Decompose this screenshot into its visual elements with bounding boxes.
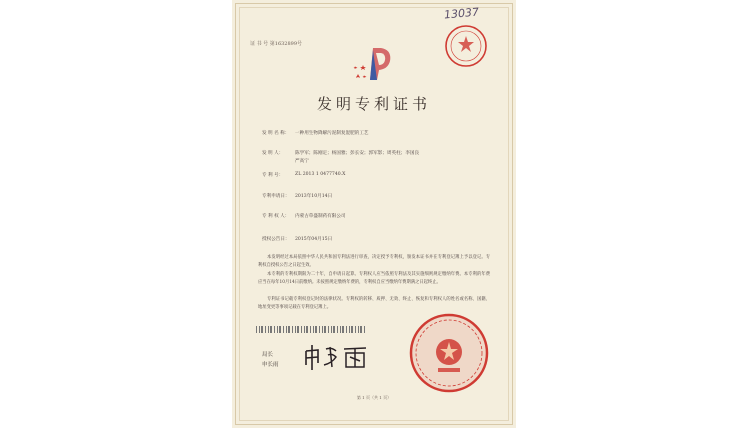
field-value: ZL 2013 1 0477740.X — [295, 172, 346, 177]
field-grant-date — [232, 236, 516, 244]
field-label: 专 利 权 人： — [262, 214, 290, 219]
field-patent-number — [232, 172, 516, 180]
field-value: 陈学军；陈刚定；杨国雅；彭长安；郭军影；周英柱；李国良 — [295, 151, 420, 156]
body-paragraph-2: 本专利的专利权期限为二十年，自申请日起算。专利权人应当依照专利法及其实施细则规定缴纳年费。本专利的年费应当在每年10月14日前缴纳。未按照规定缴纳年费的，专利权自应当缴纳年费期满之日起终止。 — [258, 272, 490, 286]
official-seal-stamp — [408, 312, 490, 394]
field-label: 发 明 人： — [262, 151, 284, 156]
patent-certificate — [232, 0, 516, 428]
field-label: 专 利 号： — [262, 173, 284, 178]
body-paragraph-3: 专利证书记载专利权登记时的法律状况。专利权的转移、质押、无效、终止、恢复和专利权人的姓名或名称、国籍、地址变更等事项记载在专利登记簿上。 — [258, 297, 490, 311]
page-footer: 第 1 页（共 1 页） — [356, 395, 392, 400]
handwritten-number: 13037 — [443, 5, 480, 22]
director-title: 局长 — [262, 352, 274, 358]
field-label: 专利申请日： — [262, 194, 290, 199]
field-patentee — [232, 213, 516, 221]
small-seal-stamp — [444, 24, 488, 68]
director-name: 申长雨 — [262, 362, 279, 368]
field-inventors — [232, 150, 516, 158]
field-label: 发 明 名 称： — [262, 131, 290, 136]
field-value: 严高宁 — [295, 159, 309, 164]
body-paragraph-1: 本发明经过本局依照中华人民共和国专利法进行审查，决定授予专利权，颁发本证书并在专利登记簿上予以登记。专利权自授权公告之日起生效。 — [258, 255, 490, 269]
field-label: 授权公告日： — [262, 237, 290, 242]
field-value: 2013年10月14日 — [295, 194, 333, 199]
field-inventors-continued — [232, 158, 516, 166]
field-value: 一种用生物降解污泥制复混肥的工艺 — [295, 131, 369, 136]
certificate-title: 发明专利证书 — [316, 95, 431, 113]
field-value: 内蒙古草盛制药有限公司 — [295, 214, 346, 219]
certificate-number: 证 书 号 第1632899号 — [250, 41, 303, 47]
field-filing-date — [232, 193, 516, 201]
sipo-emblem-icon — [346, 44, 402, 84]
barcode — [256, 326, 366, 333]
field-invention-name — [232, 130, 516, 138]
field-value: 2015年04月15日 — [295, 237, 333, 242]
director-signature — [302, 343, 372, 371]
